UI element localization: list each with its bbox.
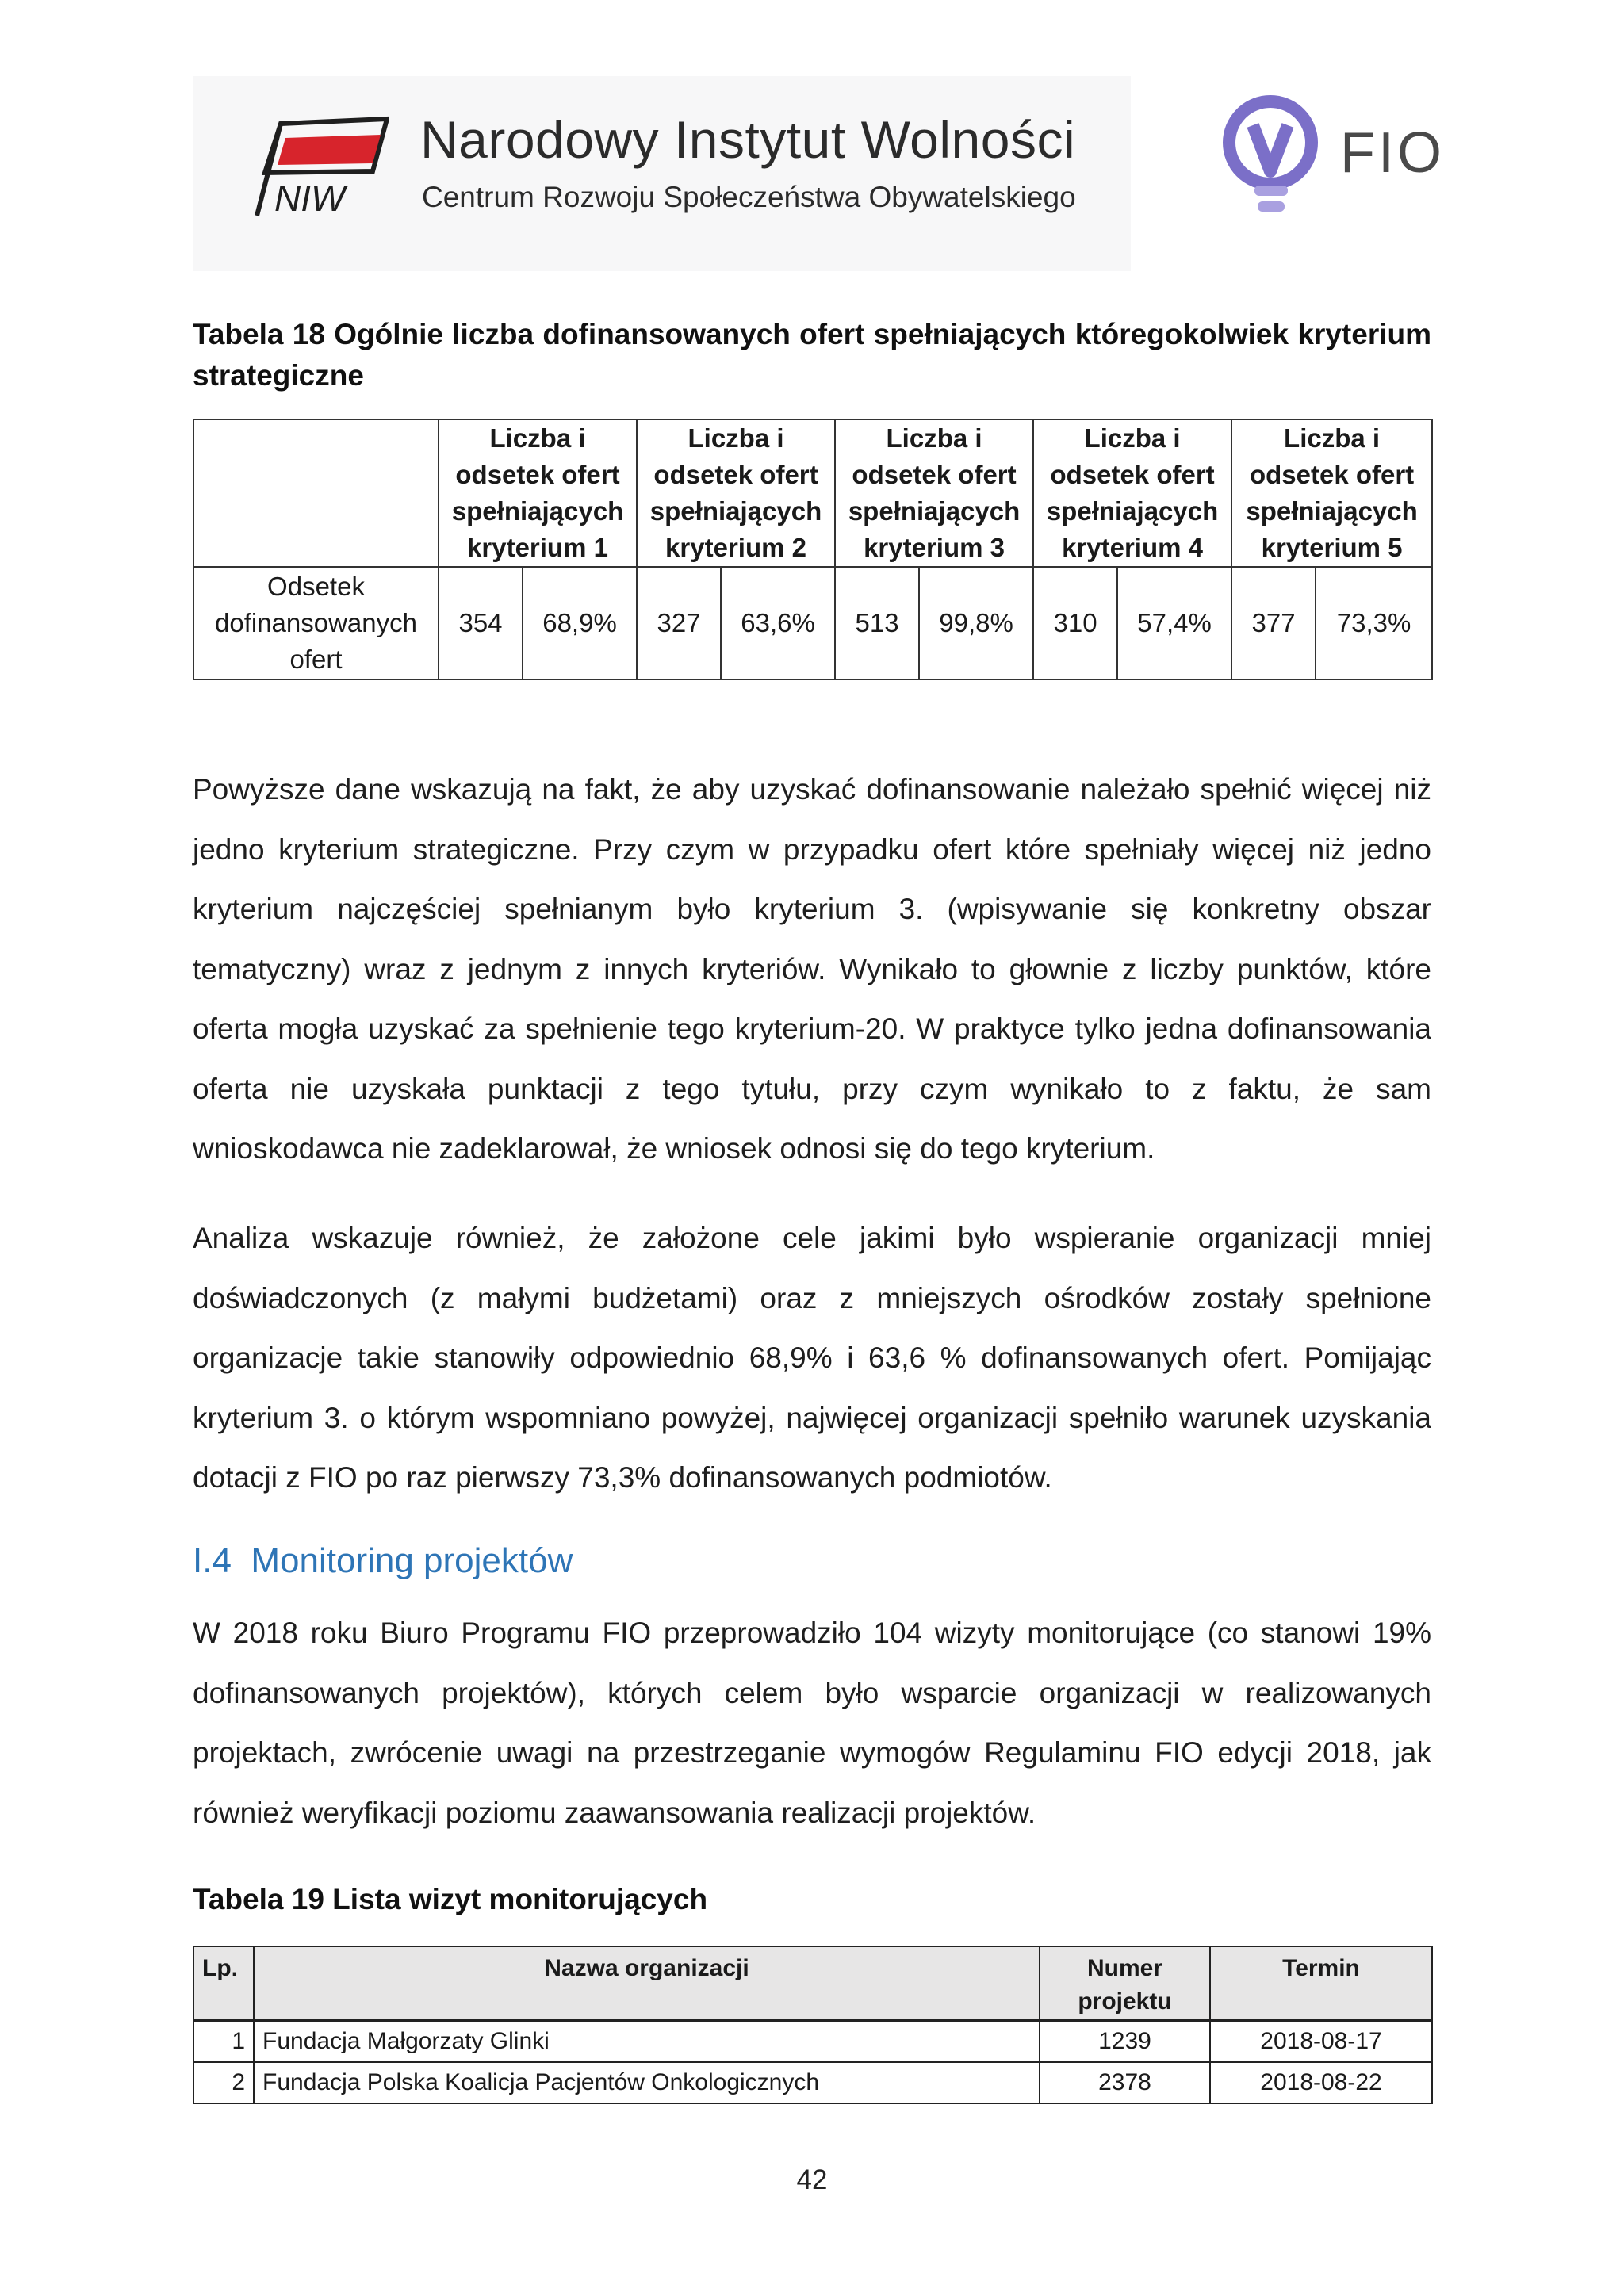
row-label-line: dofinansowanych: [214, 608, 417, 637]
header-line: odsetek ofert: [1249, 460, 1415, 489]
project-number-cell: 2378: [1040, 2062, 1210, 2103]
fio-logo-text: FIO: [1340, 121, 1445, 185]
percent-cell: 68,9%: [523, 567, 637, 679]
project-number-cell: 1239: [1040, 2020, 1210, 2062]
table18-header-criterion-3: [835, 419, 1033, 567]
niw-subtitle: Centrum Rozwoju Społeczeństwa Obywatelskiego: [422, 181, 1076, 213]
date-cell: 2018-08-17: [1210, 2020, 1432, 2062]
criterion-label: kryterium 4: [1062, 533, 1204, 562]
header-line: spełniających: [649, 496, 822, 526]
header-line: Numer: [1086, 1955, 1163, 1981]
table-row: [193, 2062, 1432, 2103]
count-cell: 513: [835, 567, 919, 679]
count-cell: 377: [1231, 567, 1316, 679]
fio-bulb-icon: [1221, 94, 1320, 224]
header-line: odsetek ofert: [852, 460, 1017, 489]
percent-cell: 73,3%: [1316, 567, 1432, 679]
lp-cell: 1: [193, 2020, 254, 2062]
niw-mark-text: NIW: [274, 178, 346, 219]
section-number: I.4: [193, 1541, 232, 1580]
table18-header-criterion-5: [1231, 419, 1432, 567]
page-number: 42: [796, 2164, 828, 2195]
header-line: spełniających: [1046, 496, 1219, 526]
percent-cell: 99,8%: [919, 567, 1033, 679]
header-line: Liczba i: [1084, 423, 1181, 453]
table18-caption: Tabela 18 Ogólnie liczba dofinansowanych ofert spełniających któregokolwiek kryterium strategiczne: [193, 318, 1431, 392]
table19-header-row: [193, 1946, 1432, 2020]
header-line: Liczba i: [688, 423, 784, 453]
organization-cell: Fundacja Polska Koalicja Pacjentów Onkologicznych: [254, 2062, 1040, 2103]
criterion-label: kryterium 1: [467, 533, 608, 562]
table18-header-criterion-4: [1033, 419, 1231, 567]
section-title: Monitoring projektów: [251, 1541, 573, 1580]
table18-empty-header: [193, 419, 439, 567]
section-heading: [193, 1541, 573, 1581]
percent-cell: 57,4%: [1117, 567, 1231, 679]
count-cell: 327: [637, 567, 721, 679]
paragraph-monitoring: W 2018 roku Biuro Programu FIO przeprowadziło 104 wizyty monitorujące (co stanowi 19% dofinansowanych projektów), których celem było wsparcie organizacji w realizowanych projektach, zwrócenie uwagi na przestrzeganie wymogów Regulaminu FIO edycji 2018, jak również weryfikacji poziomu zaawansowania realizacji projektów.: [193, 1617, 1431, 1829]
header-line: Liczba i: [489, 423, 586, 453]
header-line: odsetek ofert: [653, 460, 818, 489]
header-line: spełniających: [1246, 496, 1418, 526]
header-line: spełniających: [451, 496, 624, 526]
table18-row-label: [193, 567, 439, 679]
header-line: Liczba i: [1284, 423, 1381, 453]
paragraph-criteria-summary: Powyższe dane wskazują na fakt, że aby uzyskać dofinansowanie należało spełnić więcej niż jedno kryterium strategiczne. Przy czym w przypadku ofert które spełniały więcej niż jedno kryterium najczęściej spełnianym było kryterium 3. (wpisywanie się konkretny obszar tematyczny) wraz z jednym z innych kryteriów. Wynikało to głownie z liczby punktów, które oferta mogła uzyskać za spełnienie tego kryterium-20. W praktyce tylko jedna dofinansowania oferta nie uzyskała punktacji z tego tytułu, przy czym wynikało to z faktu, że sam wnioskodawca nie zadeklarował, że wniosek odnosi się do tego kryterium.: [193, 773, 1431, 1165]
header-line: projektu: [1078, 1988, 1172, 2015]
table19-header-name: Nazwa organizacji: [254, 1946, 1040, 2020]
table19-header-lp: Lp.: [193, 1946, 254, 2020]
table18-header-row: [193, 419, 1432, 567]
table19: [193, 1946, 1433, 2104]
criterion-label: kryterium 2: [665, 533, 806, 562]
row-label-line: Odsetek: [267, 572, 365, 601]
criterion-label: kryterium 3: [864, 533, 1005, 562]
table19-caption: Tabela 19 Lista wizyt monitorujących: [193, 1883, 708, 1915]
row-label-line: ofert: [289, 645, 343, 674]
niw-title: Narodowy Instytut Wolności: [420, 110, 1076, 169]
criterion-label: kryterium 5: [1261, 533, 1403, 562]
date-cell: 2018-08-22: [1210, 2062, 1432, 2103]
count-cell: 354: [439, 567, 523, 679]
niw-logo: [254, 114, 389, 221]
percent-cell: 63,6%: [721, 567, 835, 679]
table-row: [193, 2020, 1432, 2062]
header-line: odsetek ofert: [1050, 460, 1215, 489]
organization-cell: Fundacja Małgorzaty Glinki: [254, 2020, 1040, 2062]
lp-cell: 2: [193, 2062, 254, 2103]
table18: [193, 419, 1433, 680]
header-line: spełniających: [848, 496, 1021, 526]
header-line: odsetek ofert: [455, 460, 620, 489]
table18-header-criterion-2: [637, 419, 835, 567]
count-cell: 310: [1033, 567, 1117, 679]
table18-data-row: [193, 567, 1432, 679]
paragraph-analysis: Analiza wskazuje również, że założone cele jakimi było wspieranie organizacji mniej doświadczonych (z małymi budżetami) oraz z mniejszych ośrodków zostały spełnione organizacje takie stanowiły odpowiednio 68,9% i 63,6 % dofinansowanych ofert. Pomijając kryterium 3. o którym wspomniano powyżej, najwięcej organizacji spełniło warunek uzyskania dotacji z FIO po raz pierwszy 73,3% dofinansowanych podmiotów.: [193, 1222, 1431, 1494]
table19-header-number: [1040, 1946, 1210, 2020]
header-line: Liczba i: [886, 423, 982, 453]
table18-header-criterion-1: [439, 419, 637, 567]
table19-header-date: Termin: [1210, 1946, 1432, 2020]
